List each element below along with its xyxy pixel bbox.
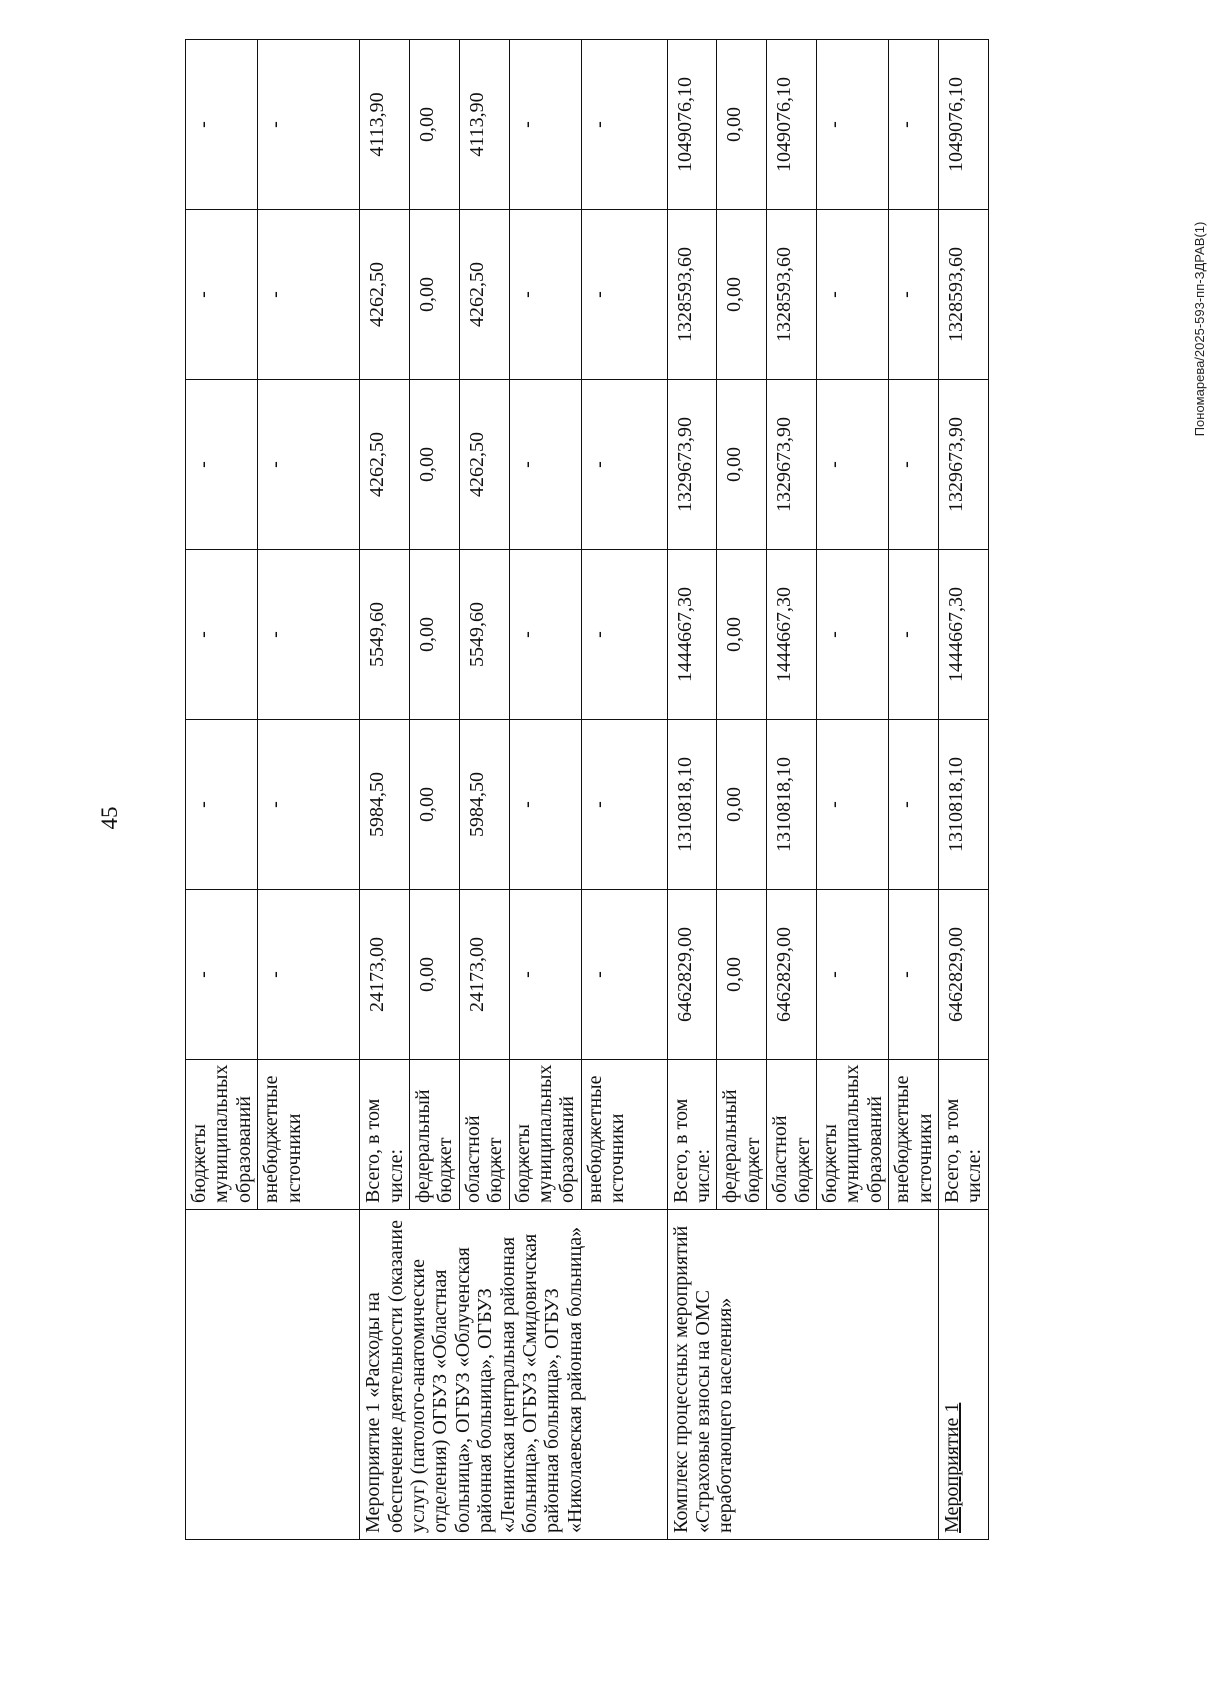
table-row <box>186 40 258 1540</box>
source-cell: бюджеты муниципальных образований <box>186 1060 258 1210</box>
value-cell: - <box>817 720 889 890</box>
value-cell: 0,00 <box>717 550 767 720</box>
value-cell: 24173,00 <box>360 890 410 1060</box>
value-cell: - <box>581 720 667 890</box>
value-cell: - <box>186 890 258 1060</box>
value-cell: 1310818,10 <box>938 720 988 890</box>
source-cell: Всего, в том числе: <box>360 1060 410 1210</box>
source-cell: Всего, в том числе: <box>667 1060 717 1210</box>
value-cell: - <box>889 550 939 720</box>
source-cell: областной бюджет <box>767 1060 817 1210</box>
value-cell: - <box>186 40 258 210</box>
source-cell: бюджеты муниципальных образований <box>509 1060 581 1210</box>
value-cell: - <box>581 890 667 1060</box>
value-cell: 1329673,90 <box>667 380 717 550</box>
budget-table-frame <box>185 40 1085 1540</box>
value-cell: 5549,60 <box>459 550 509 720</box>
value-cell: 1444667,30 <box>938 550 988 720</box>
source-cell: внебюджетные источники <box>258 1060 360 1210</box>
value-cell: 0,00 <box>409 40 459 210</box>
value-cell: 4262,50 <box>459 380 509 550</box>
budget-table <box>185 39 989 1540</box>
value-cell: - <box>889 210 939 380</box>
value-cell: 1049076,10 <box>667 40 717 210</box>
value-cell: - <box>186 380 258 550</box>
value-cell: - <box>817 210 889 380</box>
value-cell: - <box>889 720 939 890</box>
value-cell: 1049076,10 <box>938 40 988 210</box>
budget-table-wrapper <box>185 40 1085 1540</box>
value-cell: 0,00 <box>409 550 459 720</box>
source-cell: бюджеты муниципальных образований <box>817 1060 889 1210</box>
value-cell: - <box>817 380 889 550</box>
value-cell: - <box>186 720 258 890</box>
value-cell: 6462829,00 <box>667 890 717 1060</box>
value-cell: - <box>889 890 939 1060</box>
value-cell: - <box>581 380 667 550</box>
value-cell: - <box>258 210 360 380</box>
value-cell: - <box>889 40 939 210</box>
value-cell: - <box>509 380 581 550</box>
table-row <box>938 40 988 1540</box>
table-row <box>667 40 717 1540</box>
value-cell: 6462829,00 <box>767 890 817 1060</box>
value-cell: 0,00 <box>409 890 459 1060</box>
value-cell: 0,00 <box>409 380 459 550</box>
value-cell: - <box>186 210 258 380</box>
value-cell: 4113,90 <box>360 40 410 210</box>
value-cell: 1328593,60 <box>767 210 817 380</box>
value-cell: 0,00 <box>717 40 767 210</box>
value-cell: 5549,60 <box>360 550 410 720</box>
page-number: 45 <box>97 806 122 830</box>
value-cell: - <box>509 210 581 380</box>
source-cell: областной бюджет <box>459 1060 509 1210</box>
value-cell: 5984,50 <box>360 720 410 890</box>
value-cell: 6462829,00 <box>938 890 988 1060</box>
value-cell: 1329673,90 <box>767 380 817 550</box>
value-cell: 0,00 <box>717 210 767 380</box>
value-cell: - <box>509 40 581 210</box>
value-cell: 1328593,60 <box>667 210 717 380</box>
source-cell: федеральный бюджет <box>717 1060 767 1210</box>
document-reference-note: Пономарева/2025-593-пп-ЗДРАВ(1) <box>1192 221 1207 437</box>
value-cell: - <box>581 40 667 210</box>
value-cell: - <box>186 550 258 720</box>
measure-1-description: Мероприятие 1 «Расходы на обеспечение деятельности (оказание услуг) (патолого-анатомические отделения) ОГБУЗ «Областная больница», ОГБУЗ «Облученская районная больница», ОГБУЗ «Ленинская центральная районная больница», ОГБУЗ «Смидовичская районная больница», ОГБУЗ «Николаевская районная больница» <box>360 1210 668 1540</box>
value-cell: 0,00 <box>717 890 767 1060</box>
source-cell: федеральный бюджет <box>409 1060 459 1210</box>
value-cell: 24173,00 <box>459 890 509 1060</box>
value-cell: 0,00 <box>409 720 459 890</box>
value-cell: - <box>889 380 939 550</box>
source-cell: Всего, в том числе: <box>938 1060 988 1210</box>
value-cell: 1444667,30 <box>767 550 817 720</box>
value-cell: 5984,50 <box>459 720 509 890</box>
value-cell: - <box>817 890 889 1060</box>
value-cell: - <box>817 550 889 720</box>
value-cell: - <box>258 40 360 210</box>
value-cell: 1049076,10 <box>767 40 817 210</box>
source-cell: внебюджетные источники <box>889 1060 939 1210</box>
value-cell: 4113,90 <box>459 40 509 210</box>
value-cell: - <box>581 210 667 380</box>
value-cell: - <box>509 550 581 720</box>
value-cell: 1310818,10 <box>667 720 717 890</box>
value-cell: 0,00 <box>717 720 767 890</box>
value-cell: - <box>509 720 581 890</box>
value-cell: 1310818,10 <box>767 720 817 890</box>
value-cell: - <box>509 890 581 1060</box>
value-cell: - <box>581 550 667 720</box>
value-cell: 1444667,30 <box>667 550 717 720</box>
value-cell: 4262,50 <box>360 380 410 550</box>
value-cell: 0,00 <box>717 380 767 550</box>
source-cell: внебюджетные источники <box>581 1060 667 1210</box>
value-cell: 4262,50 <box>459 210 509 380</box>
value-cell: - <box>258 890 360 1060</box>
value-cell: 0,00 <box>409 210 459 380</box>
complex-description: Комплекс процессных мероприятий «Страховые взносы на ОМС неработающего населения» <box>667 1210 938 1540</box>
value-cell: - <box>258 550 360 720</box>
table-row <box>360 40 410 1540</box>
value-cell: - <box>258 380 360 550</box>
measure-1-complex-description: Мероприятие 1 <box>938 1210 988 1540</box>
value-cell: - <box>258 720 360 890</box>
value-cell: 4262,50 <box>360 210 410 380</box>
value-cell: 1328593,60 <box>938 210 988 380</box>
value-cell: - <box>817 40 889 210</box>
value-cell: 1329673,90 <box>938 380 988 550</box>
empty-description-cell <box>186 1210 360 1540</box>
